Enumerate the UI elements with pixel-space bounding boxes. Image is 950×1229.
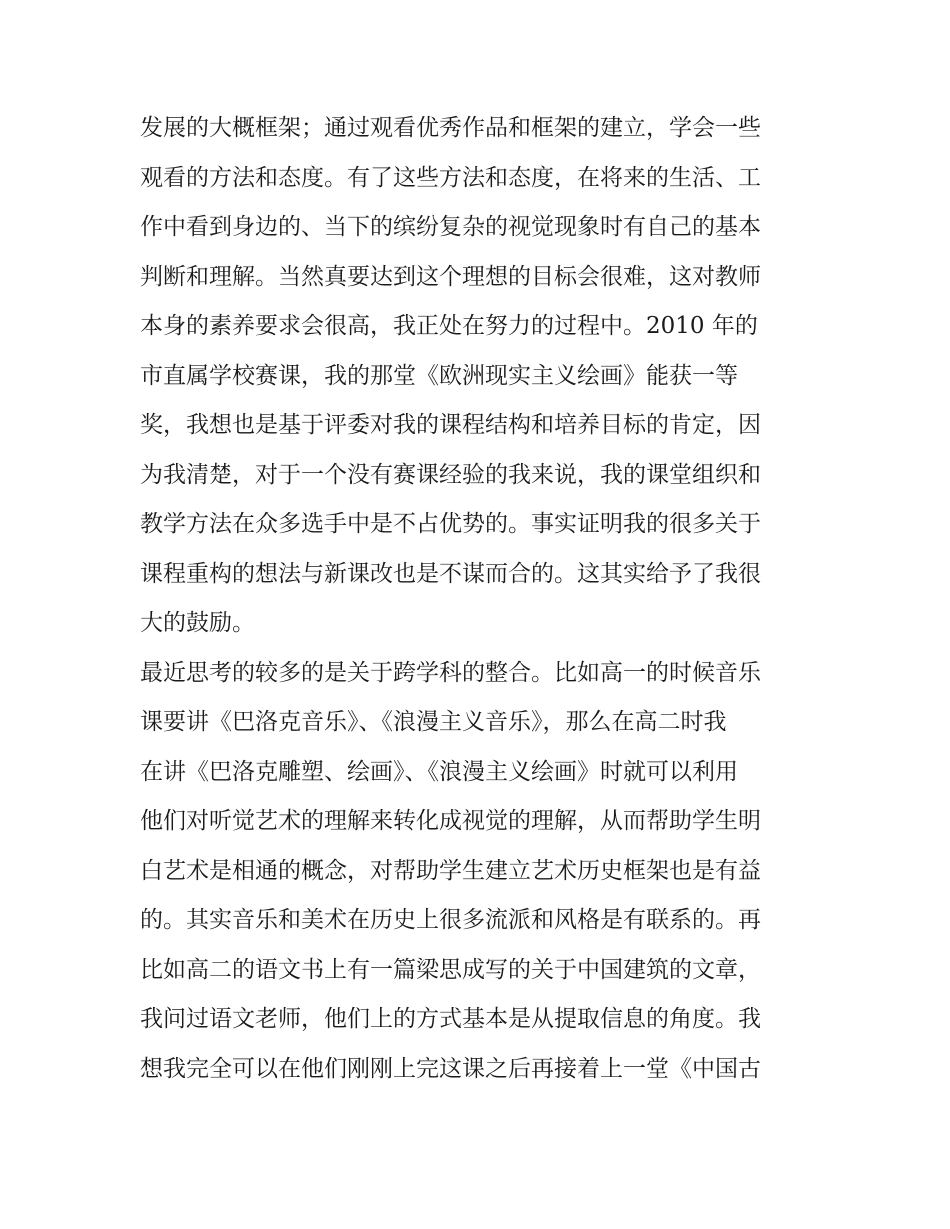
text-line: 课程重构的想法与新课改也是不谋而合的。这其实给予了我很 [140,560,761,587]
text-line: 观看的方法和态度。有了这些方法和态度，在将来的生活、工 [140,164,761,191]
text-line: 大的鼓励。 [140,610,255,636]
text-line: 他们对听觉艺术的理解来转化成视觉的理解，从而帮助学生明 [140,808,761,834]
text-line: 最近思考的较多的是关于跨学科的整合。比如高一的时候音乐 [140,659,761,686]
text-line: 想我完全可以在他们刚刚上完这课之后再接着上一堂《中国古 [140,1055,761,1082]
text-line: 发展的大概框架；通过观看优秀作品和框架的建立，学会一些 [140,115,761,141]
text-line: 比如高二的语文书上有一篇梁思成写的关于中国建筑的文章， [140,956,761,983]
text-line: 作中看到身边的、当下的缤纷复杂的视觉现象时有自己的基本 [140,214,761,240]
text-line: 我问过语文老师，他们上的方式基本是从提取信息的角度。我 [140,1006,761,1032]
text-line: 的。其实音乐和美术在历史上很多流派和风格是有联系的。再 [140,907,761,933]
text-line: 判断和理解。当然真要达到这个理想的目标会很难，这对教师 [140,263,761,290]
text-line: 奖，我想也是基于评委对我的课程结构和培养目标的肯定，因 [140,412,761,438]
text-line: 市直属学校赛课，我的那堂《欧洲现实主义绘画》能获一等 [140,362,738,389]
text-line: 本身的素养要求会很高，我正处在努力的过程中。2010 年的 [140,313,758,339]
body-text [140,104,820,1094]
text-line: 在讲《巴洛克雕塑、绘画》、《浪漫主义绘画》时就可以利用 [140,758,738,785]
text-line: 白艺术是相通的概念，对帮助学生建立艺术历史框架也是有益 [140,857,761,884]
text-line: 教学方法在众多选手中是不占优势的。事实证明我的很多关于 [140,511,761,537]
text-line: 课要讲《巴洛克音乐》、《浪漫主义音乐》，那么在高二时我 [140,709,727,735]
text-line: 为我清楚，对于一个没有赛课经验的我来说，我的课堂组织和 [140,461,761,488]
